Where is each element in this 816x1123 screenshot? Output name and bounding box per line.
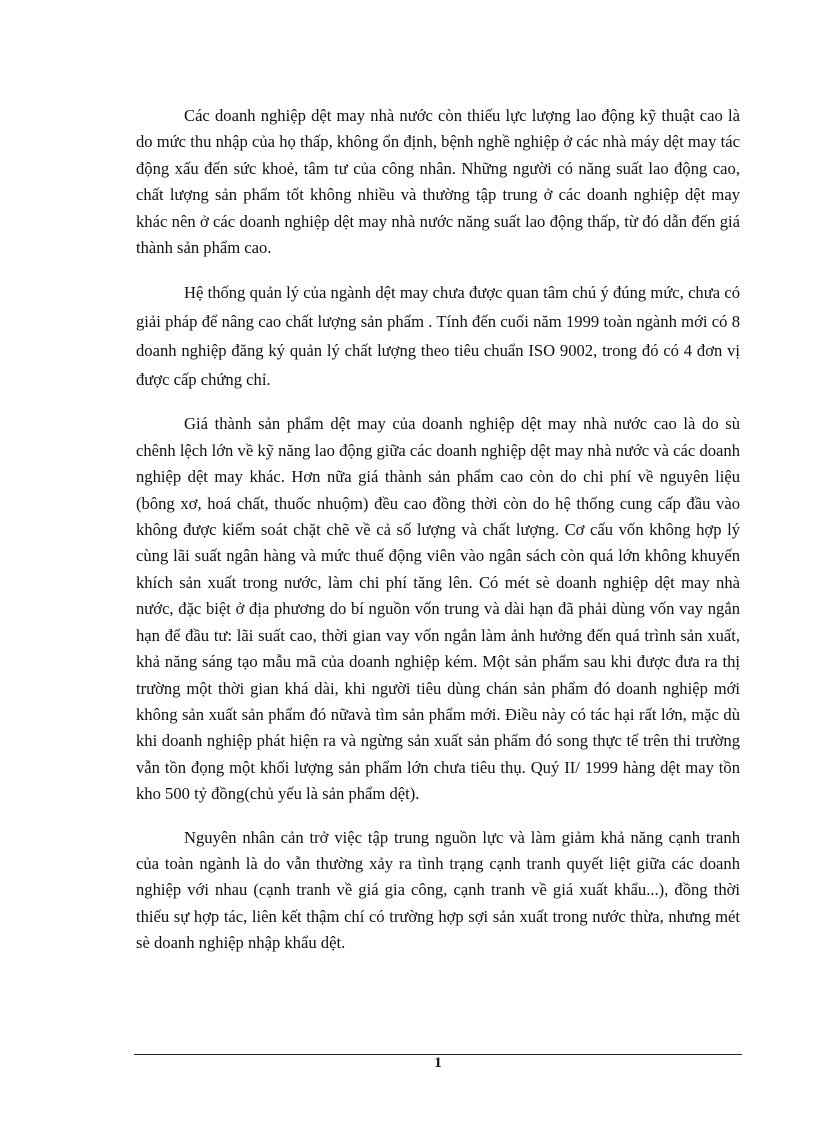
- document-body: [136, 103, 740, 957]
- paragraph-3: Giá thành sản phẩm dệt may của doanh nghiệp dệt may nhà nước cao là do sù chênh lệch lớn về kỹ năng lao động giữa các doanh nghiệp dệt may nhà nước và các doanh nghiệp dệt may khác. Hơn nữa giá thành sản phẩm cao còn do chi phí về nguyên liệu (bông xơ, hoá chất, thuốc nhuộm) đều cao đồng thời còn do hệ thống cung cấp đầu vào không được kiểm soát chặt chẽ về cả số lượng và chất lượng. Cơ cấu vốn không hợp lý cùng lãi suất ngân hàng và mức thuế động viên vào ngân sách còn quá lớn không khuyến khích sản xuất trong nước, làm chi phí tăng lên. Có mét sè doanh nghiệp dệt may nhà nước, đặc biệt ở địa phương do bí nguồn vốn trung và dài hạn đã phải dùng vốn vay ngắn hạn để đầu tư: lãi suất cao, thời gian vay vốn ngắn làm ảnh hưởng đến quá trình sản xuất, khả năng sáng tạo mẫu mã của doanh nghiệp kém. Một sản phẩm sau khi được đưa ra thị trường một thời gian khá dài, khi người tiêu dùng chán sản phẩm đó doanh nghiệp mới không sản xuất sản phẩm đó nữavà tìm sản phẩm mới. Điều này có tác hại rất lớn, mặc dù khi doanh nghiệp phát hiện ra và ngừng sản xuất sản phẩm đó song thực tế trên thi trường vẫn tồn đọng một khối lượng sản phẩm lớn chưa tiêu thụ. Quý II/ 1999 hàng dệt may tồn kho 500 tỷ đồng(chủ yếu là sản phẩm dệt).: [136, 414, 740, 804]
- paragraph-1: Các doanh nghiệp dệt may nhà nước còn thiếu lực lượng lao động kỹ thuật cao là do mức thu nhập của họ thấp, không ổn định, bệnh nghề nghiệp ở các nhà máy dệt may tác động xấu đến sức khoẻ, tâm tư của công nhân. Những người có năng suất lao động cao, chất lượng sản phẩm tốt không nhiều và thường tập trung ở các doanh nghiệp dệt may khác nên ở các doanh nghiệp dệt may nhà nước năng suất lao động thấp, từ đó dẫn đến giá thành sản phẩm cao.: [136, 106, 740, 258]
- paragraph-4: Nguyên nhân cản trở việc tập trung nguồn lực và làm giảm khả năng cạnh tranh của toàn ngành là do vẫn thường xảy ra tình trạng cạnh tranh quyết liệt giữa các doanh nghiệp với nhau (cạnh tranh về giá gia công, cạnh tranh về giá xuất khẩu...), đồng thời thiếu sự hợp tác, liên kết thậm chí có trường hợp sợi sản xuất trong nước thừa, nhưng mét sè doanh nghiệp nhập khẩu dệt.: [136, 827, 740, 953]
- paragraph-2: Hệ thống quản lý của ngành dệt may chưa được quan tâm chú ý đúng mức, chưa có giải pháp để nâng cao chất lượng sản phẩm . Tính đến cuối năm 1999 toàn ngành mới có 8 doanh nghiệp đăng ký quản lý chất lượng theo tiêu chuẩn ISO 9002, trong đó có 4 đơn vị được cấp chứng chỉ.: [136, 283, 740, 390]
- page-number: 1: [434, 1055, 442, 1071]
